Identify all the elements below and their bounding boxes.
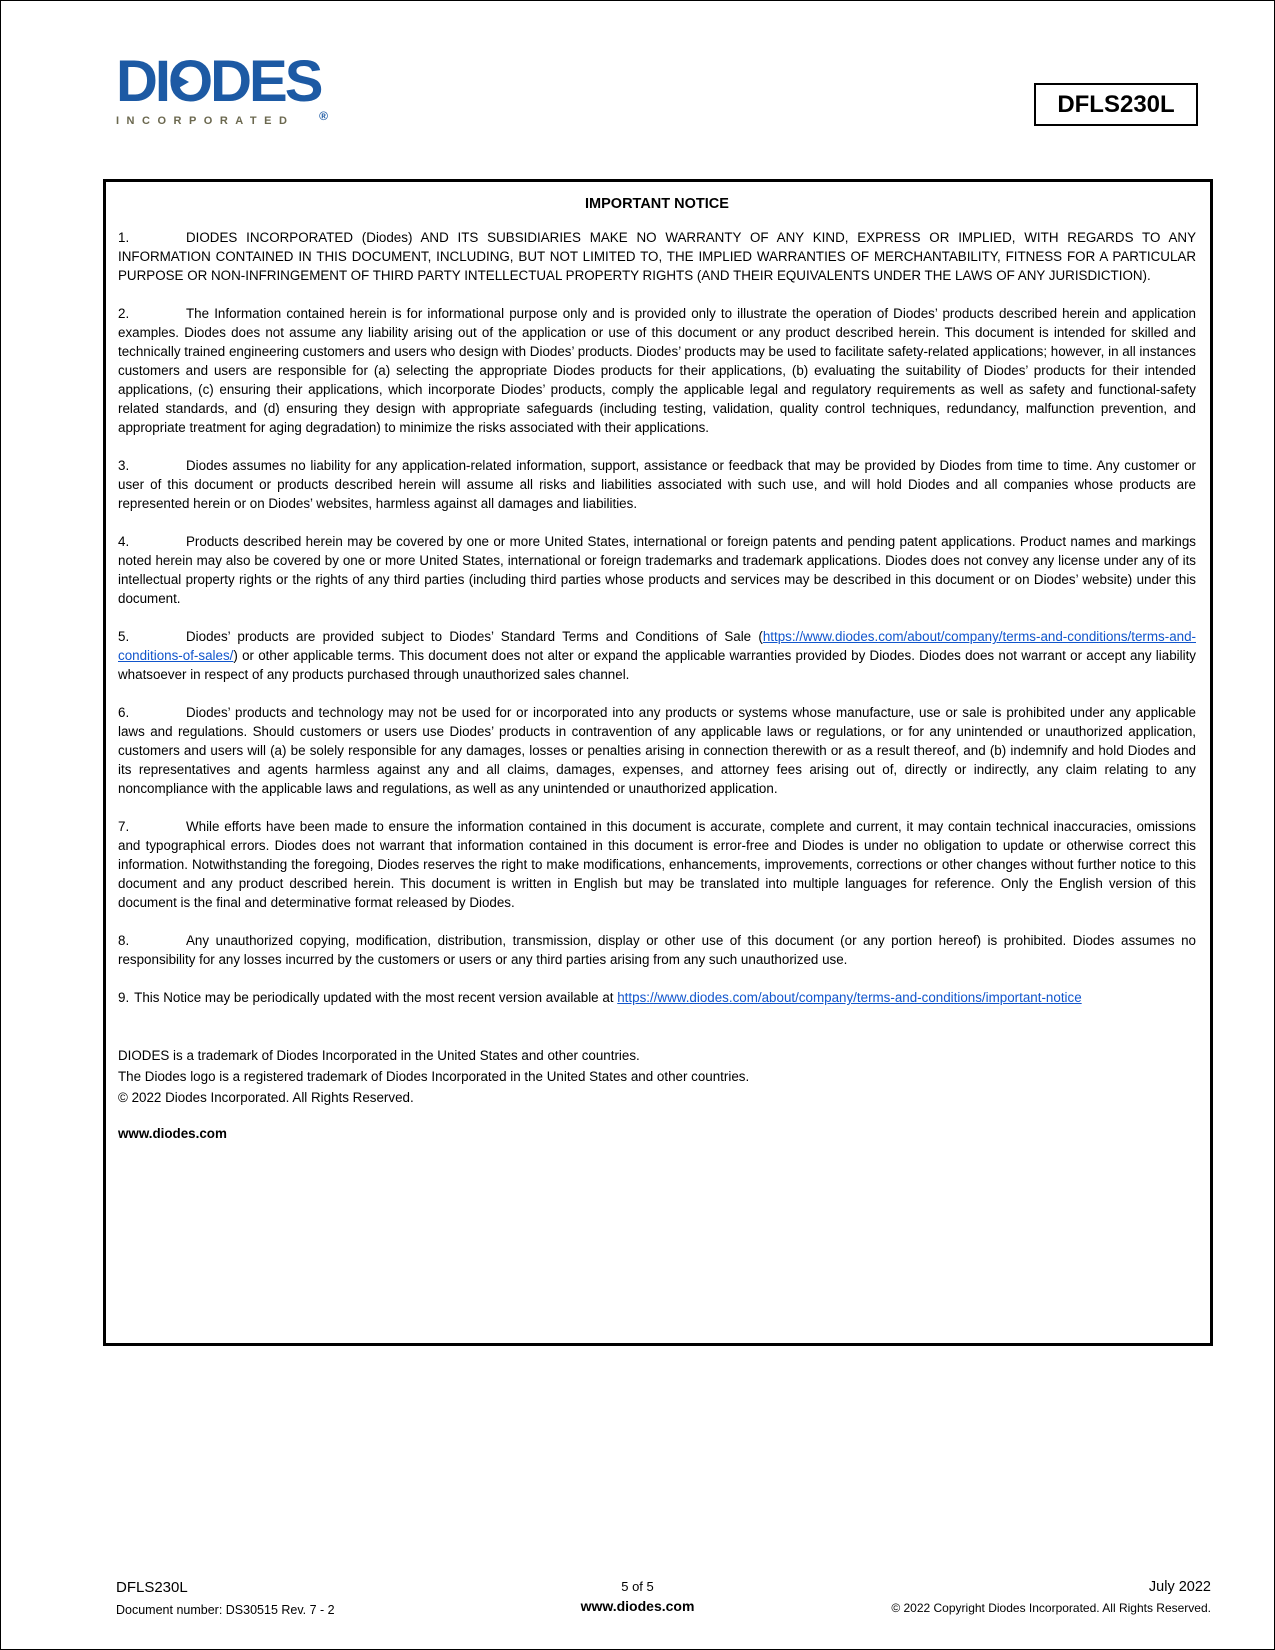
logo-incorporated-text: INCORPORATED [116, 115, 295, 127]
paragraph-text: While efforts have been made to ensure the information contained in this document is accurate, complete and current, it may contain technical inaccuracies, omissions and typographical errors. Diodes does not warrant that information contained in this document is error-free and Diodes is under no obligation to update or otherwise correct this information. Notwithstanding the foregoing, Diodes reserves the right to make modifications, enhancements, improvements, corrections or other changes without further notice to this document and any product described herein. This document is written in English but may be translated into multiple languages for reference. Only the English version of this document is the final and determinative format released by Diodes. [118, 819, 1196, 910]
notice-paragraph [118, 817, 1196, 912]
part-number-badge [1034, 83, 1198, 126]
footer-document-number: Document number: DS30515 Rev. 7 - 2 [116, 1603, 335, 1617]
logo-di: DI [116, 49, 168, 114]
trademark-line: The Diodes logo is a registered trademark of Diodes Incorporated in the United States and other countries. [118, 1069, 750, 1084]
trademark-block [118, 1045, 1196, 1108]
paragraph-number: 6. [118, 705, 130, 720]
important-notice-section [103, 179, 1213, 1346]
footer-copyright: © 2022 Copyright Diodes Incorporated. All Rights Reserved. [891, 1601, 1211, 1615]
paragraph-text: DIODES INCORPORATED (Diodes) AND ITS SUBSIDIARIES MAKE NO WARRANTY OF ANY KIND, EXPRESS OR IMPLIED, WITH REGARDS TO ANY INFORMATION CONTAINED IN THIS DOCUMENT, INCLUDING, BUT NOT LIMITED TO, THE IMPLIED WARRANTIES OF MERCHANTABILITY, FITNESS FOR A PARTICULAR PURPOSE OR NON-INFRINGEMENT OF THIRD PARTY INTELLECTUAL PROPERTY RIGHTS (AND THEIR EQUIVALENTS UNDER THE LAWS OF ANY JURISDICTION). [118, 230, 1196, 283]
terms-link[interactable]: https://www.diodes.com/about/company/terms-and-conditions/terms-and-conditions-of-sales/ [118, 629, 1196, 663]
notice-title: IMPORTANT NOTICE [585, 196, 729, 212]
paragraph-text: The Information contained herein is for informational purpose only and is provided only to illustrate the operation of Diodes’ products described herein and application examples. Diodes does not assume any liability arising out of the application or use of this document or any product described herein. This document is intended for skilled and technically trained engineering customers and users who design with Diodes’ products. Diodes’ products may be used to facilitate safety-related applications; however, in all instances customers and users are responsible for (a) selecting the appropriate Diodes products for their applications, (b) evaluating the suitability of Diodes’ products for their intended applications, (c) ensuring their applications, which incorporate Diodes’ products, comply the applicable legal and regulatory requirements as well as safety and functional-safety related standards, and (d) ensuring they design with appropriate safeguards (including testing, validation, quality control techniques, redundancy, malfunction prevention, and appropriate treatment for aging degradation) to minimize the risks associated with their applications. [118, 306, 1196, 435]
notice-paragraph [118, 532, 1196, 608]
diodes-logo [116, 49, 346, 127]
notice-paragraph [118, 304, 1196, 437]
notice-paragraph [118, 627, 1196, 684]
terms-link[interactable]: https://www.diodes.com/about/company/terms-and-conditions/important-notice [617, 990, 1082, 1005]
paragraph-text: Diodes’ products are provided subject to Diodes’ Standard Terms and Conditions of Sale (https://www.diodes.com/about/company/terms-and-conditions/terms-and-conditions-of-sales/) or other applicable terms. This document does not alter or expand the applicable warranties provided by Diodes. Diodes does not warrant or accept any liability whatsoever in respect of any products purchased through unauthorized sales channel. [118, 629, 1196, 682]
paragraph-text: Diodes assumes no liability for any application-related information, support, assistance or feedback that may be provided by Diodes from time to time. Any customer or user of this document or products described herein will assume all risks and liabilities associated with such use, and will hold Diodes and all companies whose products are represented herein or on Diodes’ websites, harmless against all damages and liabilities. [118, 458, 1196, 511]
paragraph-number: 1. [118, 230, 130, 245]
paragraph-number: 2. [118, 306, 130, 321]
website-text: www.diodes.com [118, 1126, 227, 1141]
paragraph-text: Diodes’ products and technology may not be used for or incorporated into any products or systems whose manufacture, use or sale is prohibited under any applicable laws and regulations. Should customers or users use Diodes’ products in contravention of any applicable laws or regulations, or for any unintended or unauthorized application, customers and users will (a) be solely responsible for any damages, losses or penalties arising in connection therewith or as a result thereof, and (b) indemnify and hold Diodes and its representatives and agents harmless against any and all claims, damages, expenses, and attorney fees arising out of, directly or indirectly, any claim relating to any noncompliance with the applicable laws and regulations, as well as any unintended or unauthorized application. [118, 705, 1196, 796]
footer-page-number: 5 of 5 [621, 1579, 654, 1594]
paragraph-number: 4. [118, 534, 130, 549]
notice-paragraph [118, 988, 1196, 1007]
notice-paragraph [118, 931, 1196, 969]
logo-wordmark [116, 49, 346, 114]
footer-right [891, 1579, 1211, 1615]
logo-o-arrow: O [168, 49, 211, 114]
paragraph-text: Any unauthorized copying, modification, distribution, transmission, display or other use of this document (or any portion hereof) is prohibited. Diodes assumes no responsibility for any losses incurred by the customers or users or any third parties arising from any such unauthorized use. [118, 933, 1196, 967]
paragraph-text: This Notice may be periodically updated with the most recent version available at https://www.diodes.com/about/company/terms-and-conditions/important-notice [134, 990, 1082, 1005]
paragraph-number: 5. [118, 629, 130, 644]
trademark-line: DIODES is a trademark of Diodes Incorporated in the United States and other countries. [118, 1048, 640, 1063]
part-number-text: DFLS230L [1057, 90, 1175, 118]
paragraph-number: 9. [118, 990, 130, 1005]
paragraph-number: 7. [118, 819, 130, 834]
notice-paragraph [118, 703, 1196, 798]
paragraph-number: 8. [118, 933, 130, 948]
footer-website: www.diodes.com [580, 1598, 695, 1614]
registered-trademark-icon: ® [319, 109, 328, 123]
copyright-line: © 2022 Diodes Incorporated. All Rights Reserved. [118, 1090, 414, 1105]
paragraph-text: Products described herein may be covered by one or more United States, international or foreign patents and pending patent applications. Product names and markings noted herein may also be covered by one or more United States, international or foreign trademarks and trademark applications. Diodes does not convey any license under any of its intellectual property rights or the rights of any third parties (including third parties whose products and services may be described in this document or on Diodes’ website) under this document. [118, 534, 1196, 606]
paragraph-number: 3. [118, 458, 130, 473]
arrow-right-icon [175, 74, 189, 90]
notice-paragraphs [118, 228, 1196, 1007]
notice-paragraph [118, 456, 1196, 513]
footer-part-number: DFLS230L [116, 1579, 188, 1596]
logo-des: DES [210, 49, 321, 114]
notice-paragraph [118, 228, 1196, 285]
footer-date: July 2022 [1148, 1579, 1211, 1595]
